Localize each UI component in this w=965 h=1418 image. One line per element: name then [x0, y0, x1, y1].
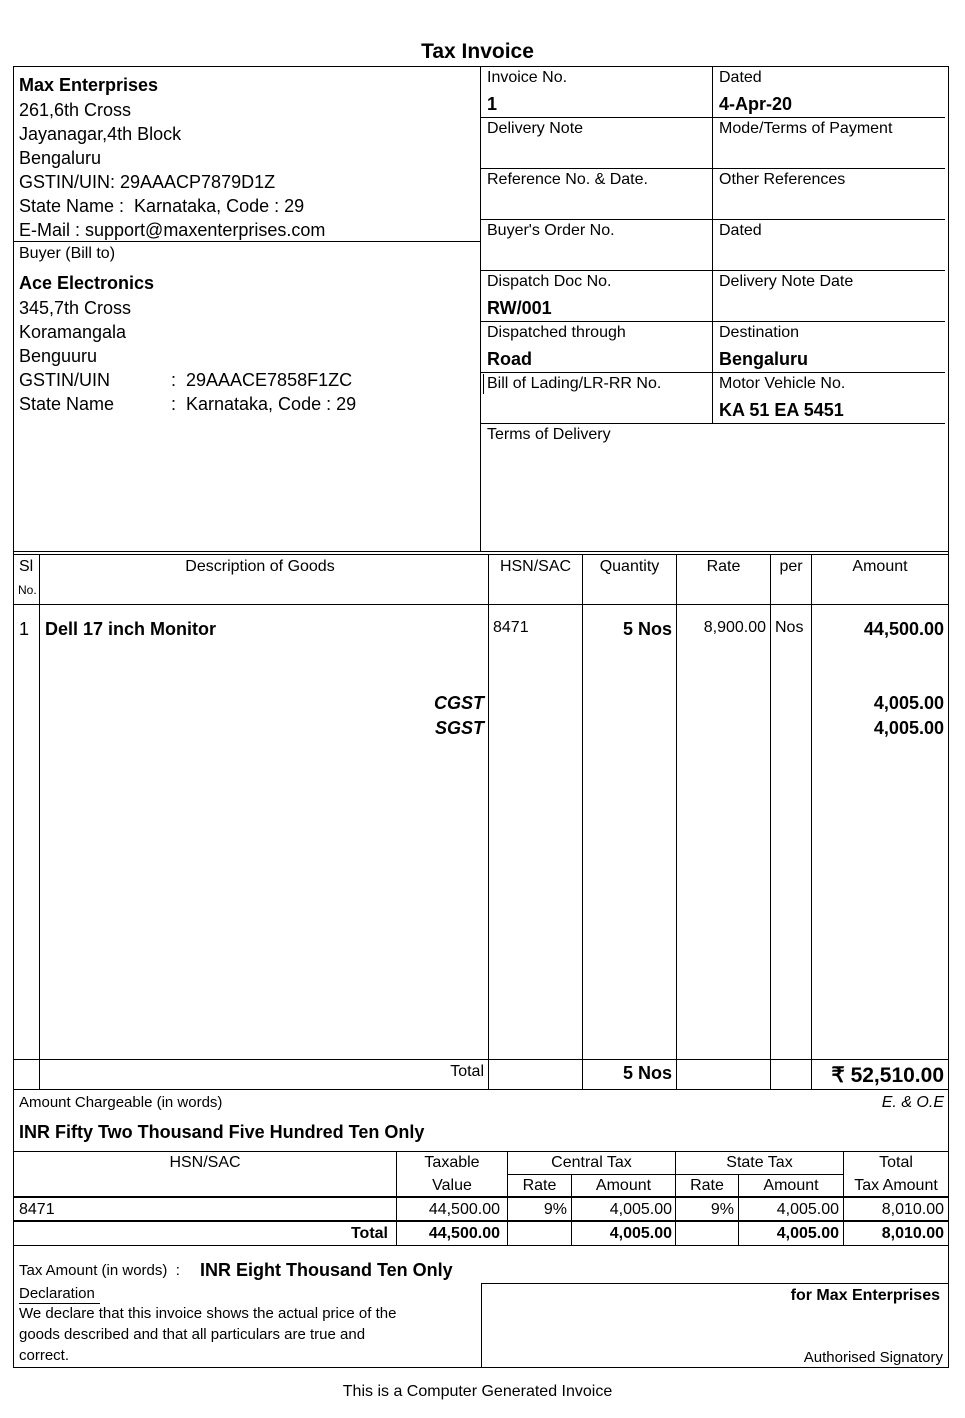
dispatched-through-label: Dispatched through	[487, 324, 626, 341]
tax-row-state-rate: 9%	[710, 1201, 734, 1218]
item-hsn: 8471	[493, 619, 529, 636]
dispatch-doc-value: RW/001	[487, 298, 552, 318]
cgst-label: CGST	[433, 693, 484, 713]
signature-box-top	[481, 1283, 949, 1284]
items-total-label: Total	[450, 1063, 484, 1080]
meta-row-line	[480, 423, 945, 424]
tax-header-taxable-1: Taxable	[424, 1154, 480, 1171]
buyer-gstin-value: : 29AAACE7858F1ZC	[171, 370, 353, 390]
items-total-quantity: 5 Nos	[622, 1063, 672, 1083]
dated-label: Dated	[719, 69, 762, 86]
other-references-label: Other References	[719, 171, 846, 188]
declaration-heading: Declaration	[19, 1285, 95, 1302]
items-col-line	[39, 554, 40, 1089]
buyer-state-label: State Name	[19, 394, 115, 414]
item-quantity: 5 Nos	[622, 619, 672, 639]
items-top-line-2	[13, 554, 949, 555]
declaration-line-2: goods described and that all particulars are true and	[19, 1326, 366, 1343]
tax-header-state-amount: Amount	[763, 1177, 819, 1194]
buyers-order-label: Buyer's Order No.	[487, 222, 615, 239]
meta-row-line	[480, 270, 945, 271]
tax-row-total: 8,010.00	[881, 1201, 944, 1218]
seller-address-1: 261,6th Cross	[19, 100, 132, 120]
reference-label: Reference No. & Date.	[487, 171, 648, 188]
footer-note: This is a Computer Generated Invoice	[342, 1383, 613, 1400]
header-amount: Amount	[852, 558, 908, 575]
cursor-mark	[483, 374, 484, 394]
signature-for: for Max Enterprises	[790, 1287, 940, 1304]
header-divider	[480, 66, 481, 552]
tax-total-bottom	[13, 1245, 949, 1246]
tax-header-hsn: HSN/SAC	[169, 1154, 241, 1171]
header-sl: Sl	[19, 558, 34, 575]
dated-value: 4-Apr-20	[719, 94, 793, 114]
tax-total-state-amount: 4,005.00	[776, 1225, 839, 1242]
declaration-line-3: correct.	[19, 1347, 70, 1364]
tax-header-taxable-2: Value	[432, 1177, 472, 1194]
amount-words-value: INR Fifty Two Thousand Five Hundred Ten Only	[19, 1122, 425, 1142]
header-rate: Rate	[706, 558, 741, 575]
motor-vehicle-label: Motor Vehicle No.	[719, 375, 846, 392]
buyer-city: Benguuru	[19, 346, 98, 366]
buyer-gstin-label: GSTIN/UIN	[19, 370, 111, 390]
tax-header-central: Central Tax	[551, 1154, 632, 1171]
meta-row-line	[480, 372, 945, 373]
item-description: Dell 17 inch Monitor	[45, 619, 217, 639]
mode-terms-label: Mode/Terms of Payment	[719, 120, 893, 137]
seller-name: Max Enterprises	[19, 75, 159, 95]
meta-row-line	[480, 219, 945, 220]
seller-address-2: Jayanagar,4th Block	[19, 124, 182, 144]
meta-row-line	[480, 321, 945, 322]
item-rate: 8,900.00	[703, 619, 766, 636]
seller-state: State Name : Karnataka, Code : 29	[19, 196, 305, 216]
signature-box-left	[481, 1283, 482, 1368]
tax-top-line	[13, 1151, 949, 1152]
header-per: per	[779, 558, 803, 575]
page-title: Tax Invoice	[421, 40, 534, 63]
bill-of-lading-label: Bill of Lading/LR-RR No.	[487, 375, 662, 392]
frame-right	[948, 66, 949, 1368]
sgst-label: SGST	[434, 718, 484, 738]
tax-total-total: 8,010.00	[881, 1225, 944, 1242]
delivery-note-date-label: Delivery Note Date	[719, 273, 854, 290]
header-description: Description of Goods	[185, 558, 335, 575]
item-amount: 44,500.00	[863, 619, 944, 639]
tax-row-hsn: 8471	[19, 1201, 55, 1218]
meta-row-line	[480, 168, 945, 169]
amount-words-label: Amount Chargeable (in words)	[19, 1094, 223, 1111]
cgst-amount: 4,005.00	[873, 693, 944, 713]
header-no: No.	[18, 583, 37, 597]
header-quantity: Quantity	[599, 558, 660, 575]
frame-left	[13, 66, 14, 1368]
tax-subheader-line	[508, 1174, 844, 1175]
header-hsn: HSN/SAC	[499, 558, 572, 575]
declaration-underline	[19, 1303, 100, 1304]
sgst-amount: 4,005.00	[873, 718, 944, 738]
tax-total-taxable: 44,500.00	[428, 1225, 500, 1242]
items-total-amount: ₹ 52,510.00	[831, 1064, 944, 1087]
items-top-line	[13, 551, 949, 552]
tax-words-label: Tax Amount (in words) :	[19, 1262, 180, 1279]
signature-authorised: Authorised Signatory	[803, 1349, 943, 1366]
tax-header-central-amount: Amount	[595, 1177, 652, 1194]
seller-gstin: GSTIN/UIN: 29AAACP7879D1Z	[19, 172, 276, 192]
seller-email: E-Mail : support@maxenterprises.com	[19, 220, 326, 240]
tax-row-central-rate: 9%	[543, 1201, 567, 1218]
item-sl: 1	[19, 619, 30, 639]
buyer-address-1: 345,7th Cross	[19, 298, 132, 318]
invoice-no: 1	[487, 94, 498, 114]
tax-row-state-amount: 4,005.00	[776, 1201, 839, 1218]
tax-header-state: State Tax	[726, 1154, 793, 1171]
tax-header-state-rate: Rate	[690, 1177, 724, 1194]
buyer-heading: Buyer (Bill to)	[19, 245, 116, 262]
motor-vehicle-value: KA 51 EA 5451	[719, 400, 844, 420]
meta-col-divider	[712, 66, 713, 423]
tax-row-bottom	[13, 1220, 949, 1222]
buyer-name: Ace Electronics	[19, 273, 155, 293]
tax-header-total-2: Tax Amount	[854, 1177, 938, 1194]
destination-label: Destination	[719, 324, 800, 341]
eoe-label: E. & O.E	[881, 1094, 944, 1111]
tax-words-value: INR Eight Thousand Ten Only	[200, 1260, 453, 1280]
items-total-top	[13, 1059, 949, 1060]
dated2-label: Dated	[719, 222, 762, 239]
item-per: Nos	[775, 619, 804, 636]
tax-total-label: Total	[350, 1225, 388, 1242]
tax-row-taxable: 44,500.00	[428, 1201, 500, 1218]
declaration-line-1: We declare that this invoice shows the actual price of the	[19, 1305, 397, 1322]
destination-value: Bengaluru	[719, 349, 809, 369]
invoice-no-label: Invoice No.	[487, 69, 568, 86]
items-col-line	[488, 554, 489, 1089]
tax-header-bottom	[13, 1196, 949, 1198]
dispatch-doc-label: Dispatch Doc No.	[487, 273, 612, 290]
dispatched-through-value: Road	[487, 349, 532, 369]
items-header-bottom	[13, 604, 949, 605]
items-total-bottom	[13, 1089, 949, 1090]
meta-row-line	[480, 117, 945, 118]
tax-total-central-amount: 4,005.00	[609, 1225, 672, 1242]
frame-top	[13, 66, 949, 67]
seller-city: Bengaluru	[19, 148, 102, 168]
buyer-address-2: Koramangala	[19, 322, 127, 342]
tax-row-central-amount: 4,005.00	[609, 1201, 672, 1218]
tax-header-central-rate: Rate	[522, 1177, 557, 1194]
delivery-note-label: Delivery Note	[487, 120, 584, 137]
buyer-state-value: : Karnataka, Code : 29	[171, 394, 357, 414]
tax-header-total-1: Total	[879, 1154, 913, 1171]
seller-buyer-divider	[13, 241, 480, 242]
items-col-line	[770, 554, 771, 1089]
terms-delivery-label: Terms of Delivery	[487, 426, 611, 443]
